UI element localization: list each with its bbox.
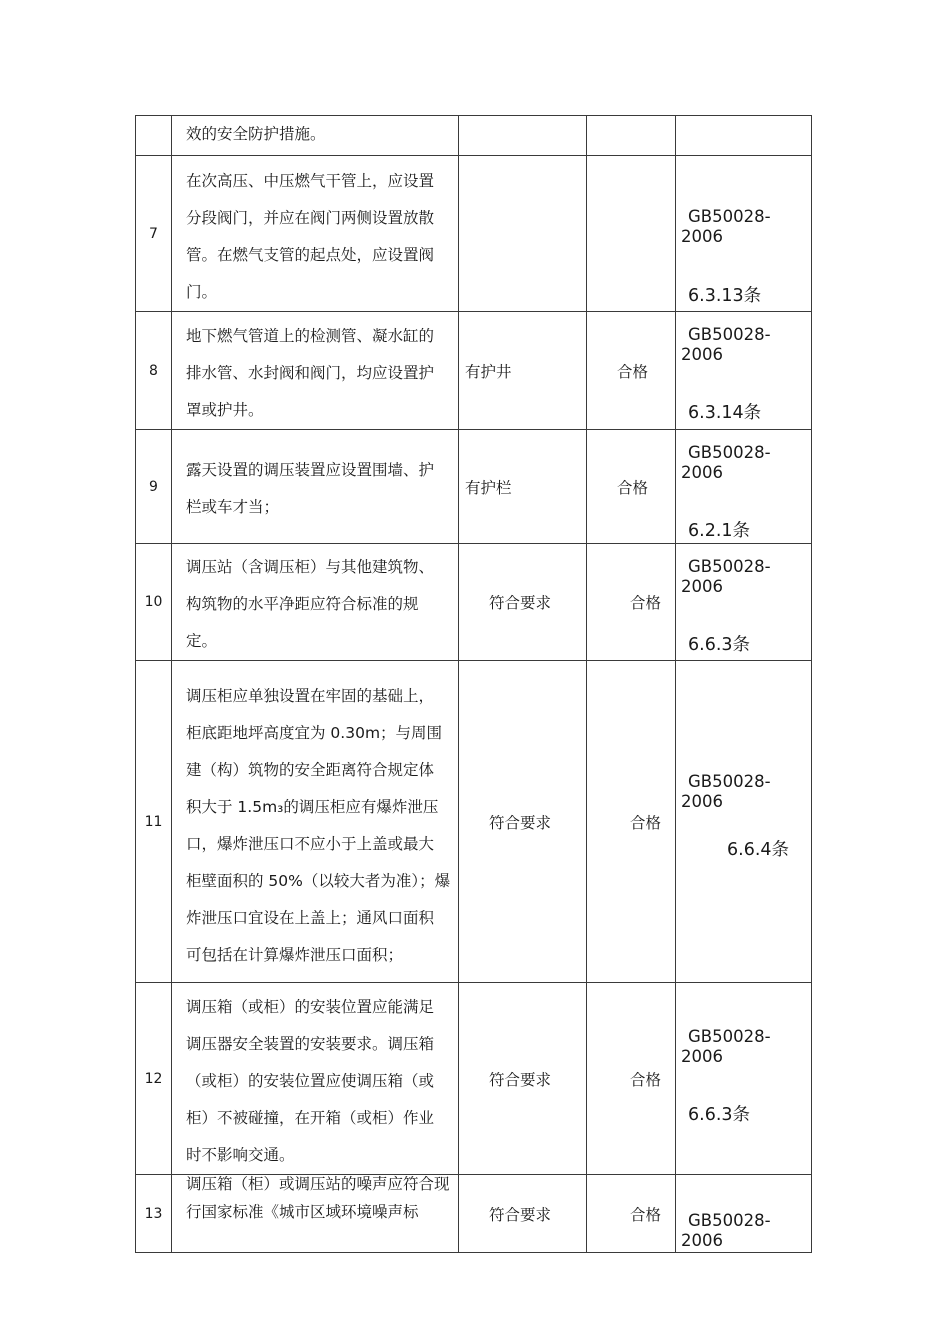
result-value — [459, 116, 586, 155]
evaluation-cell — [587, 544, 676, 661]
requirement-line: 积大于 1.5m₃的调压柜应有爆炸泄压 — [186, 798, 439, 816]
result-cell — [459, 1175, 587, 1253]
requirement-cell — [172, 156, 459, 312]
result-cell — [459, 430, 587, 544]
row-number-cell — [136, 983, 172, 1175]
evaluation-cell — [587, 1175, 676, 1253]
row-number: 10 — [144, 594, 163, 610]
standard-code: GB50028- — [688, 1027, 771, 1046]
basis-cell — [676, 312, 812, 430]
requirement-line: 调压站（含调压柜）与其他建筑物、 — [186, 558, 435, 576]
result-value: 符合要求 — [489, 1070, 552, 1089]
evaluation-value: 合格 — [630, 594, 662, 612]
row-number-cell — [136, 661, 172, 983]
result-value: 有护井 — [465, 362, 512, 381]
standard-clause: 6.3.13条 — [688, 286, 762, 306]
table-row — [136, 430, 812, 544]
requirement-line: 柜）不被碰撞，在开箱（或柜）作业 — [186, 1109, 435, 1127]
evaluation-value: 合格 — [617, 362, 649, 381]
evaluation-cell — [587, 116, 676, 156]
requirement-line: 在次高压、中压燃气干管上，应设置 — [186, 172, 435, 190]
requirement-line: 露天设置的调压装置应设置围墙、护 — [186, 461, 435, 479]
requirement-cell — [172, 1175, 459, 1253]
standard-code: GB50028- — [688, 207, 771, 226]
table-row — [136, 1175, 812, 1253]
evaluation-cell — [587, 156, 676, 312]
requirement-line: 调压柜应单独设置在牢固的基础上， — [186, 687, 435, 705]
table-row — [136, 156, 812, 312]
evaluation-cell — [587, 661, 676, 983]
inspection-table — [135, 115, 812, 1253]
row-number-cell — [136, 312, 172, 430]
evaluation-cell — [587, 312, 676, 430]
requirement-line: 调压箱（或柜）的安装位置应能满足 — [186, 998, 435, 1016]
row-number-cell — [136, 116, 172, 156]
requirement-line: 建（构）筑物的安全距离符合规定体 — [186, 761, 435, 779]
result-cell — [459, 983, 587, 1175]
result-value: 有护栏 — [465, 478, 512, 497]
basis-cell — [676, 116, 812, 156]
requirement-line: 调压箱（柜）或调压站的噪声应符合现 — [186, 1175, 450, 1193]
standard-year: 2006 — [681, 227, 723, 246]
standard-clause: 6.6.4条 — [727, 840, 790, 860]
result-cell — [459, 116, 587, 156]
result-cell — [459, 312, 587, 430]
table-row — [136, 544, 812, 661]
basis-cell — [676, 983, 812, 1175]
row-number-cell — [136, 1175, 172, 1253]
row-number-cell — [136, 544, 172, 661]
requirement-cell — [172, 312, 459, 430]
requirement-line: （或柜）的安装位置应使调压箱（或 — [186, 1072, 435, 1090]
requirement-cell — [172, 983, 459, 1175]
standard-year: 2006 — [681, 792, 723, 811]
standard-clause: 6.2.1条 — [688, 521, 751, 541]
table-row — [136, 661, 812, 983]
requirement-line: 构筑物的水平净距应符合标准的规 — [186, 595, 419, 613]
row-number: 11 — [144, 813, 163, 830]
result-value — [459, 156, 586, 311]
requirement-line: 管。在燃气支管的起点处，应设置阀 — [186, 246, 435, 264]
requirement-line: 栏或车才当； — [186, 498, 280, 516]
requirement-line: 时不影响交通。 — [186, 1146, 295, 1164]
requirement-line: 炸泄压口宜设在上盖上；通风口面积 — [186, 909, 435, 927]
basis-cell — [676, 1175, 812, 1253]
evaluation-cell — [587, 983, 676, 1175]
row-number: 8 — [149, 362, 158, 379]
requirement-cell — [172, 116, 459, 156]
requirement-cell — [172, 661, 459, 983]
basis-cell — [676, 544, 812, 661]
requirement-line: 柜底距地坪高度宜为 0.30m；与周围 — [186, 724, 443, 742]
row-number — [136, 116, 171, 155]
result-value: 符合要求 — [489, 813, 552, 832]
standard-year: 2006 — [681, 1047, 723, 1066]
standard-code: GB50028- — [688, 443, 771, 462]
evaluation-value: 合格 — [617, 478, 649, 497]
requirement-line: 调压器安全装置的安装要求。调压箱 — [186, 1035, 435, 1053]
requirement-line: 柜壁面积的 50%（以较大者为准）；爆 — [186, 872, 451, 890]
standard-clause: 6.6.3条 — [688, 1105, 751, 1125]
requirement-line: 排水管、水封阀和阀门，均应设置护 — [186, 364, 435, 382]
standard-code: GB50028- — [688, 557, 771, 576]
evaluation-cell — [587, 430, 676, 544]
standard-year: 2006 — [681, 577, 723, 596]
standard-year: 2006 — [681, 345, 723, 364]
result-cell — [459, 661, 587, 983]
basis-cell — [676, 661, 812, 983]
standard-year: 2006 — [681, 463, 723, 482]
row-number: 7 — [149, 225, 158, 242]
basis-cell — [676, 430, 812, 544]
requirement-line: 效的安全防护措施。 — [186, 125, 326, 143]
basis-cell — [676, 156, 812, 312]
evaluation-value — [587, 156, 675, 311]
standard-clause: 6.3.14条 — [688, 403, 762, 423]
result-cell — [459, 156, 587, 312]
result-cell — [459, 544, 587, 661]
requirement-line: 罩或护井。 — [186, 401, 264, 419]
row-number-cell — [136, 156, 172, 312]
requirement-line: 定。 — [186, 632, 218, 650]
requirement-cell — [172, 544, 459, 661]
evaluation-value: 合格 — [630, 813, 662, 832]
table-row — [136, 116, 812, 156]
standard-year: 2006 — [681, 1231, 723, 1250]
standard-code: GB50028- — [688, 1211, 771, 1230]
requirement-line: 行国家标准《城市区域环境噪声标 — [186, 1203, 419, 1221]
row-number: 13 — [144, 1205, 163, 1222]
result-value: 符合要求 — [489, 594, 552, 612]
row-number: 12 — [144, 1070, 163, 1087]
table-row — [136, 983, 812, 1175]
result-value: 符合要求 — [489, 1205, 552, 1224]
evaluation-value: 合格 — [630, 1205, 662, 1224]
evaluation-value: 合格 — [630, 1070, 662, 1089]
requirement-cell — [172, 430, 459, 544]
standard-code: GB50028- — [688, 772, 771, 791]
requirement-line: 分段阀门，并应在阀门两侧设置放散 — [186, 209, 435, 227]
table-row — [136, 312, 812, 430]
requirement-line: 可包括在计算爆炸泄压口面积； — [186, 946, 404, 964]
standard-code: GB50028- — [688, 325, 771, 344]
evaluation-value — [587, 116, 675, 155]
standard-clause: 6.6.3条 — [688, 635, 751, 655]
requirement-line: 口，爆炸泄压口不应小于上盖或最大 — [186, 835, 435, 853]
row-number-cell — [136, 430, 172, 544]
requirement-line: 地下燃气管道上的检测管、凝水缸的 — [186, 327, 435, 345]
requirement-line: 门。 — [186, 283, 218, 301]
row-number: 9 — [149, 478, 158, 495]
